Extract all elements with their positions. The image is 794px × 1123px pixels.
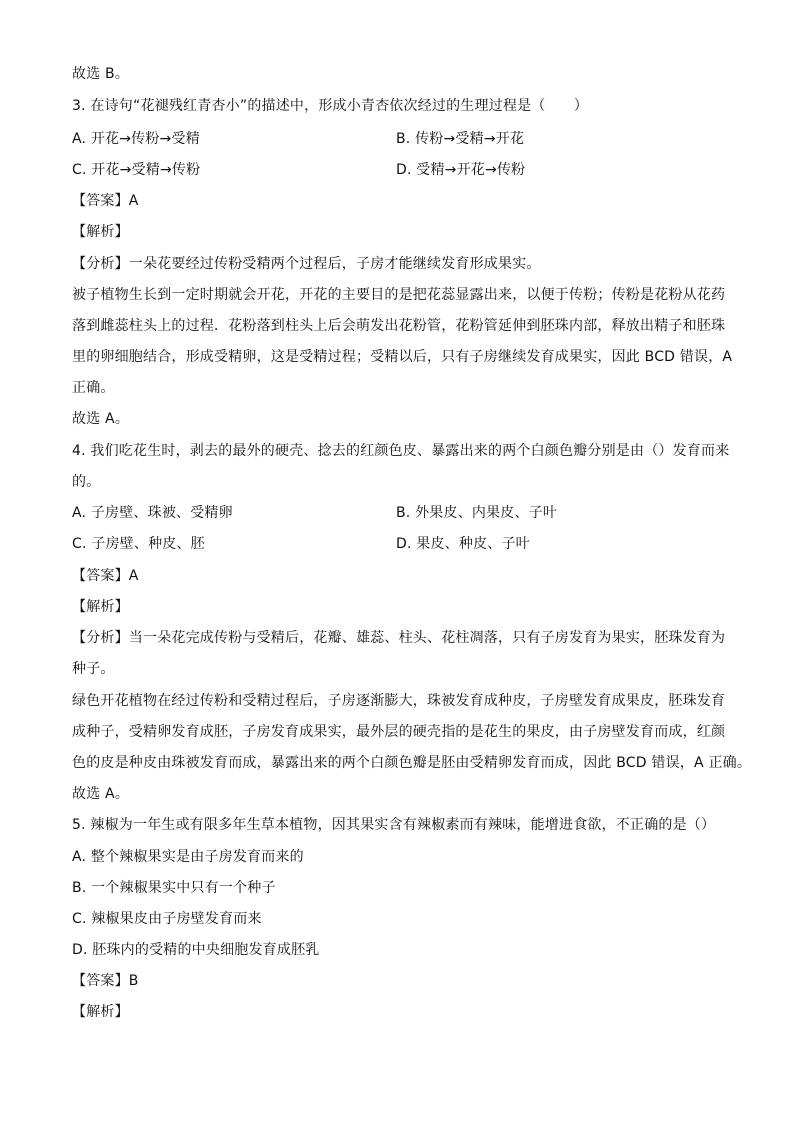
q4-analysis-line: 【分析】当一朵花完成传粉与受精后，花瓣、雄蕊、柱头、花柱凋落，只有子房发育为果实，胚珠发育为 bbox=[72, 630, 726, 646]
q3-analysis-heading: 【解析】 bbox=[72, 224, 129, 240]
q4-analysis-line: 色的皮是种皮由珠被发育而成，暴露出来的两个白颜色瓣是胚由受精卵发育而成，因此 BCD 错误，A 正确。 bbox=[72, 755, 752, 771]
q4-analysis-line: 绿色开花植物在经过传粉和受精过程后，子房逐渐膨大，珠被发育成种皮，子房壁发育成果皮，胚珠发育 bbox=[72, 693, 726, 709]
q3-analysis-line: 里的卵细胞结合，形成受精卵，这是受精过程；受精以后，只有子房继续发育成果实，因此 BCD 错误，A bbox=[72, 349, 733, 365]
q5-option-b: B. 一个辣椒果实中只有一个种子 bbox=[72, 880, 276, 896]
q4-conclusion: 故选 A。 bbox=[72, 786, 130, 802]
q4-option-d: D. 果皮、种皮、子叶 bbox=[396, 536, 530, 552]
q4-stem-line: 4. 我们吃花生时，剥去的最外的硬壳、捻去的红颜色皮、暴露出来的两个白颜色瓣分别是由（）发育而来 bbox=[72, 443, 730, 459]
q4-option-c: C. 子房壁、种皮、胚 bbox=[72, 536, 205, 552]
q3-option-c: C. 开花→受精→传粉 bbox=[72, 162, 201, 178]
q3-option-b: B. 传粉→受精→开花 bbox=[396, 131, 525, 147]
q5-answer: 【答案】B bbox=[72, 973, 139, 989]
q4-answer: 【答案】A bbox=[72, 568, 139, 584]
q5-option-c: C. 辣椒果皮由子房壁发育而来 bbox=[72, 911, 262, 927]
q5-analysis-heading: 【解析】 bbox=[72, 1004, 129, 1020]
q3-analysis-line: 落到雌蕊柱头上的过程．花粉落到柱头上后会萌发出花粉管，花粉管延伸到胚珠内部，释放出精子和胚珠 bbox=[72, 318, 726, 334]
q2-conclusion: 故选 B。 bbox=[72, 66, 130, 82]
q4-analysis-line: 成种子，受精卵发育成胚，子房发育成果实，最外层的硬壳指的是花生的果皮，由子房壁发育而成，红颜 bbox=[72, 724, 726, 740]
q4-analysis-heading: 【解析】 bbox=[72, 599, 129, 615]
q3-analysis-line: 正确。 bbox=[72, 380, 115, 396]
q3-option-a: A. 开花→传粉→受精 bbox=[72, 131, 200, 147]
q5-option-d: D. 胚珠内的受精的中央细胞发育成胚乳 bbox=[72, 942, 320, 958]
q4-option-b: B. 外果皮、内果皮、子叶 bbox=[396, 505, 558, 521]
q3-stem: 3. 在诗句“花褪残红青杏小”的描述中，形成小青杏依次经过的生理过程是（ ） bbox=[72, 98, 589, 114]
q3-answer: 【答案】A bbox=[72, 193, 139, 209]
q4-option-a: A. 子房壁、珠被、受精卵 bbox=[72, 505, 233, 521]
q3-analysis-line: 【分析】一朵花要经过传粉受精两个过程后，子房才能继续发育形成果实。 bbox=[72, 256, 541, 272]
q5-stem: 5. 辣椒为一年生或有限多年生草本植物，因其果实含有辣椒素而有辣味，能增进食欲，不正确的是（） bbox=[72, 817, 716, 833]
q3-conclusion: 故选 A。 bbox=[72, 411, 130, 427]
q5-option-a: A. 整个辣椒果实是由子房发育而来的 bbox=[72, 849, 304, 865]
q3-analysis-line: 被子植物生长到一定时期就会开花，开花的主要目的是把花蕊显露出来，以便于传粉；传粉是花粉从花药 bbox=[72, 287, 726, 303]
q3-option-d: D. 受精→开花→传粉 bbox=[396, 162, 526, 178]
q4-analysis-line: 种子。 bbox=[72, 661, 115, 677]
q4-stem-line: 的。 bbox=[72, 474, 101, 490]
